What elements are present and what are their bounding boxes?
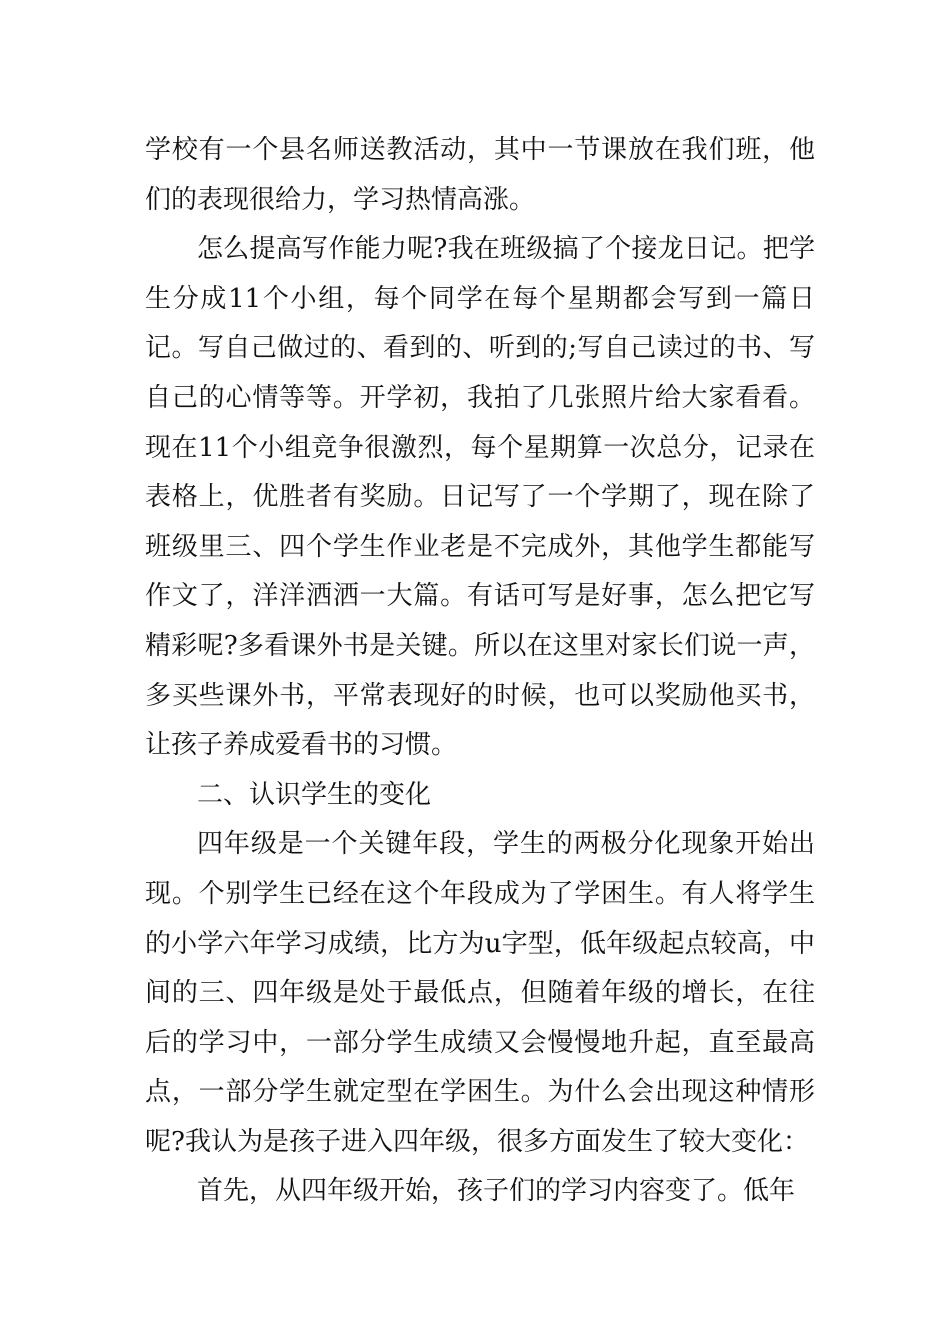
paragraph-firstly: 首先，从四年级开始，孩子们的学习内容变了。低年 — [197, 1176, 796, 1207]
section-heading-student-changes: 二、认识学生的变化 — [197, 779, 432, 810]
paragraph-continuation: 学校有一个县名师送教活动，其中一节课放在我们班，他们的表现很给力，学习热情高涨。 — [145, 135, 815, 215]
paragraph-writing-ability: 怎么提高写作能力呢?我在班级搞了个接龙日记。把学生分成11个小组，每个同学在每个星期都会写到一篇日记。写自己做过的、看到的、听到的;写自己读过的书、写自己的心情等等。开学初，我拍了几张照片给大家看看。现在11个小组竞争很激烈，每个星期算一次总分，记录在表格上，优胜者有奖励。日记写了一个学期了，现在除了班级里三、四个学生作业老是不完成外，其他学生都能写作文了，洋洋洒洒一大篇。有话可写是好事，怎么把它写精彩呢?多看课外书是关键。所以在这里对家长们说一声，多买些课外书，平常表现好的时候，也可以奖励他买书，让孩子养成爱看书的习惯。 — [145, 234, 815, 761]
paragraph-grade-four: 四年级是一个关键年段，学生的两极分化现象开始出现。个别学生已经在这个年段成为了学困生。有人将学生的小学六年学习成绩，比方为u字型，低年级起点较高，中间的三、四年级是处于最低点，但随着年级的增长，在往后的学习中，一部分学生成绩又会慢慢地升起，直至最高点，一部分学生就定型在学困生。为什么会出现这种情形呢?我认为是孩子进入四年级，很多方面发生了较大变化： — [145, 829, 815, 1157]
document-body — [145, 126, 815, 1217]
